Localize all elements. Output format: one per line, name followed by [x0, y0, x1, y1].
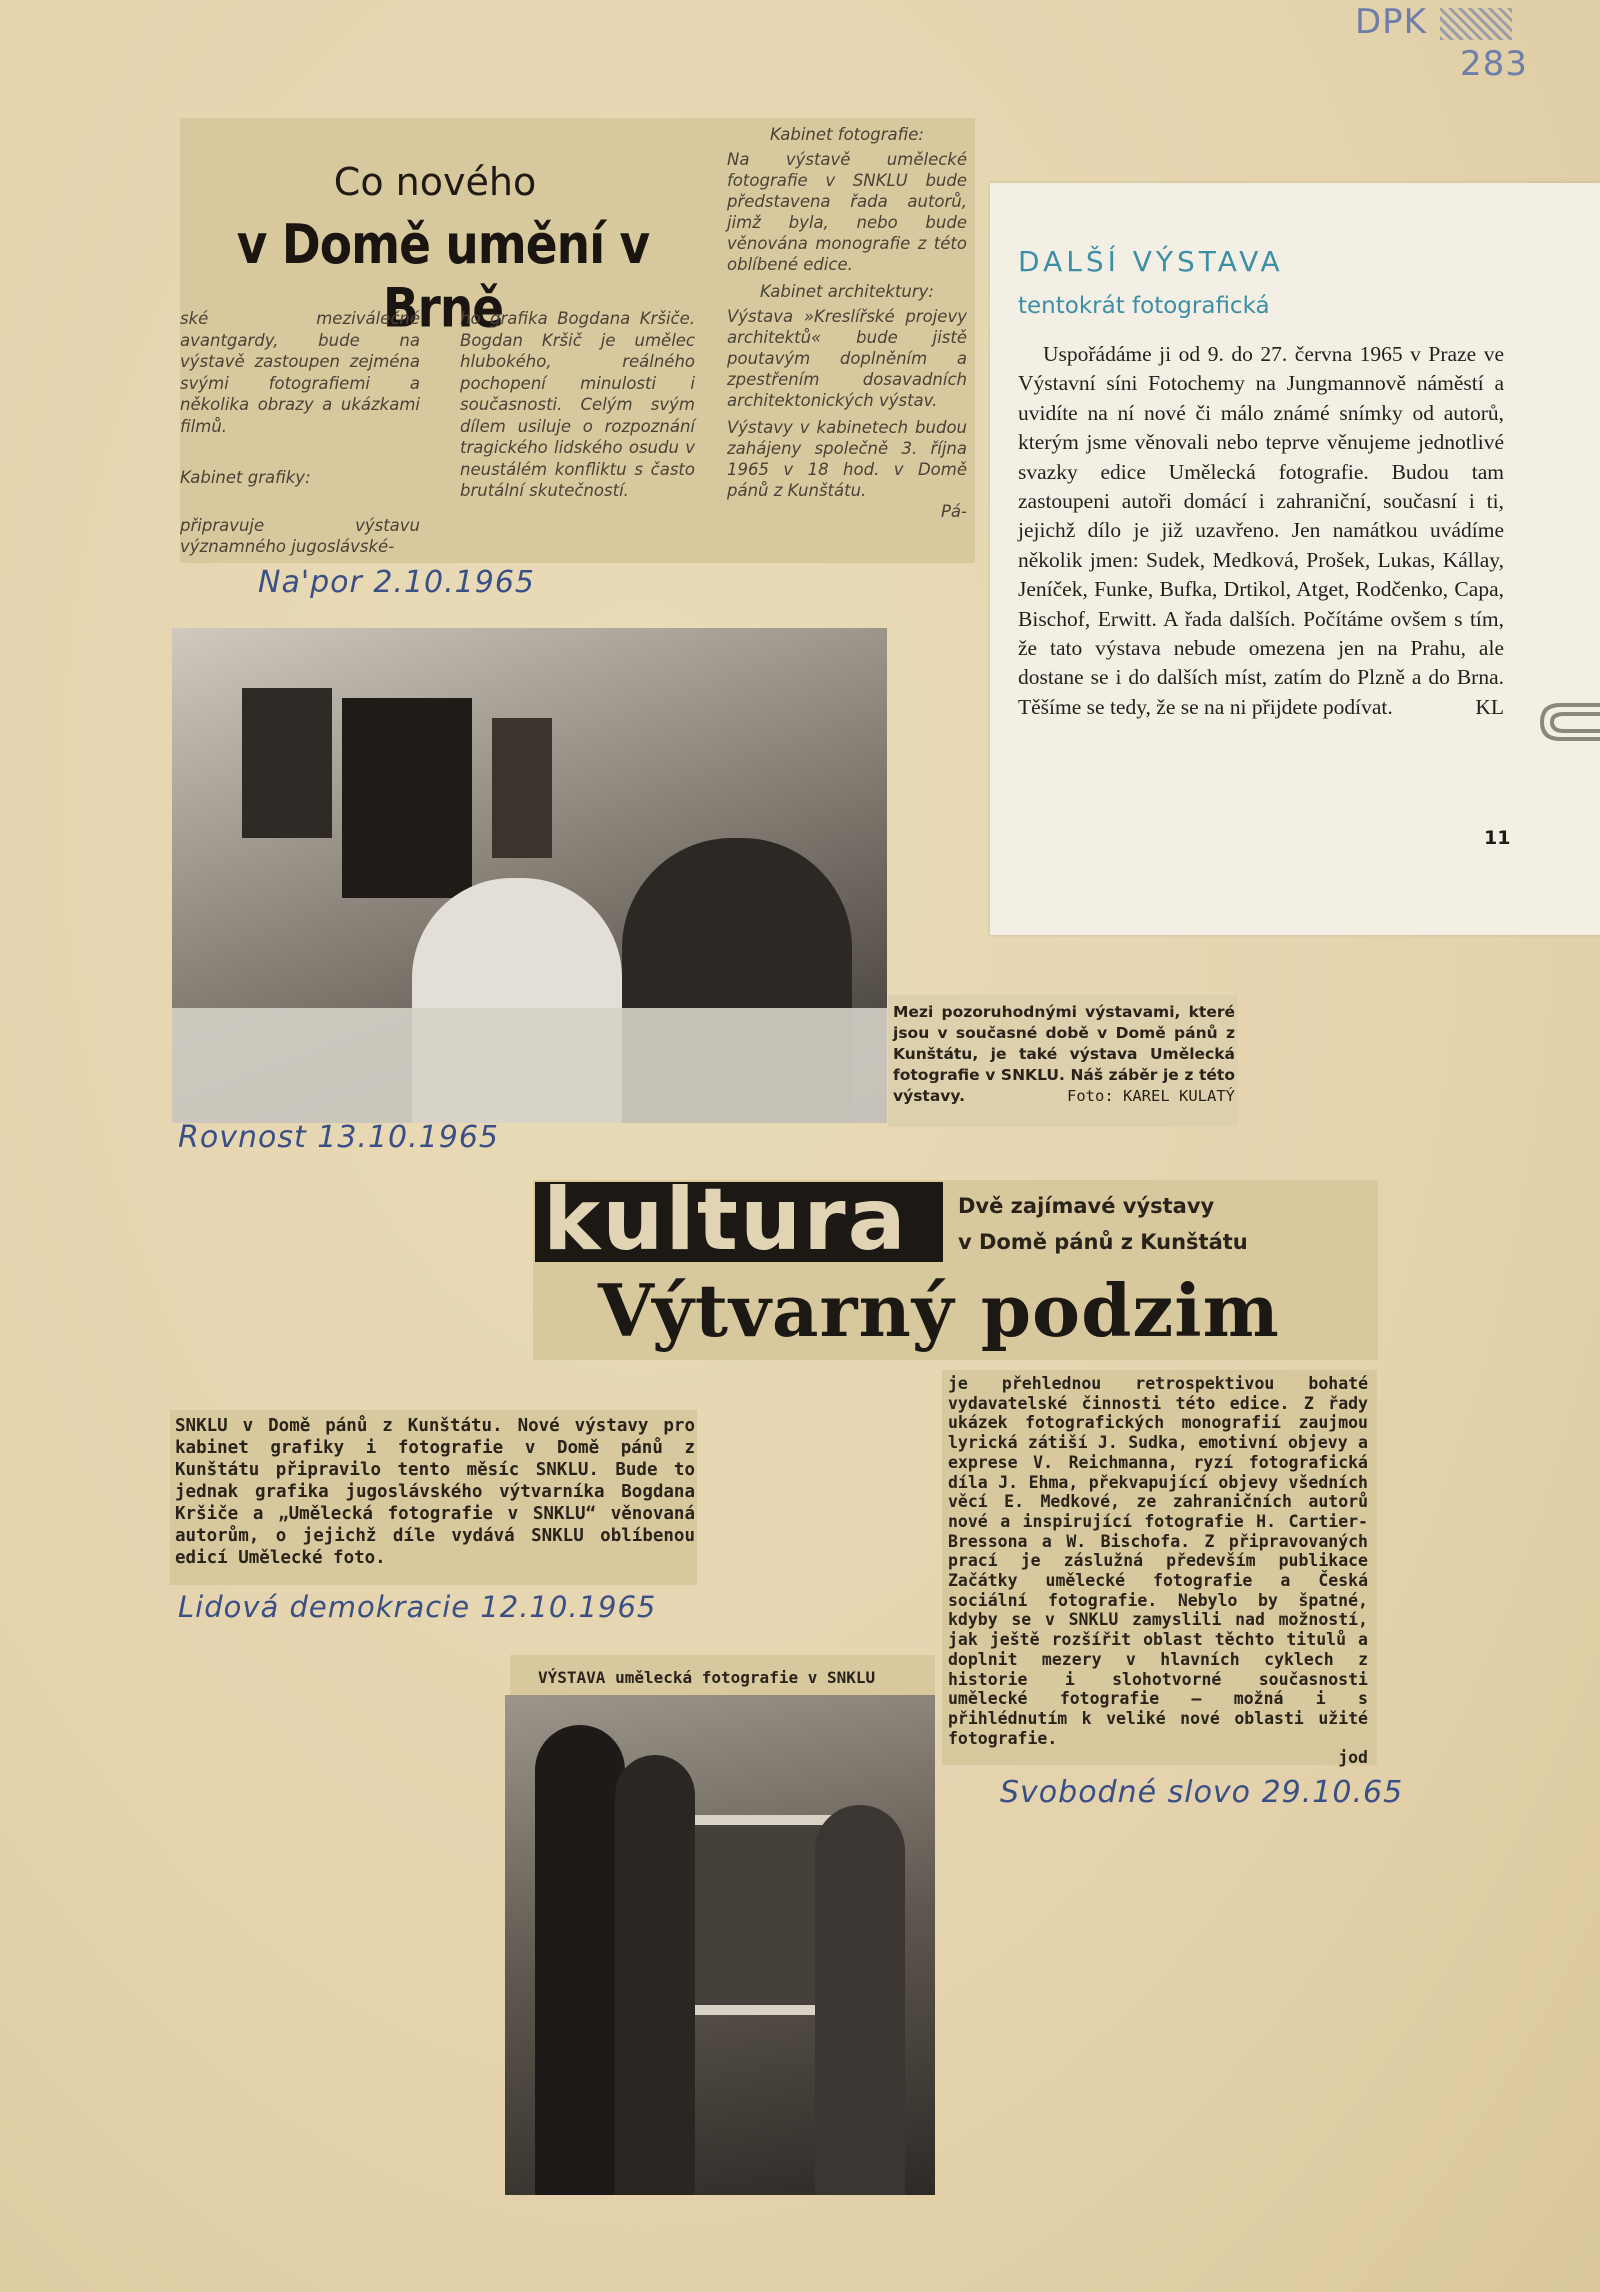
- clip1-source-note: Na'por 2.10.1965: [258, 565, 536, 600]
- clip1-column-2: [460, 308, 695, 502]
- clip1-column-1: [180, 308, 420, 558]
- clip4-body: [948, 1374, 1368, 1768]
- clip1-column-3: [727, 124, 967, 522]
- fotochema-signature: KL: [1475, 694, 1504, 719]
- clip4-photo-person-3: [815, 1805, 905, 2195]
- clip1-col3-section2: Kabinet architektury:: [760, 282, 934, 301]
- clip4-photo-person-2: [615, 1755, 695, 2195]
- clip3-body: [175, 1415, 695, 1569]
- clip1-heading-small: Co nového: [333, 160, 537, 204]
- clip4-photo-person-1: [535, 1725, 625, 2195]
- clip1-col3-text3: Výstavy v kabinetech budou zahájeny společně 3. října 1965 v 18 hod. v Domě pánů z Kunštátu.: [727, 418, 967, 500]
- clip4-photo-caption: VÝSTAVA umělecká fotografie v SNKLU: [538, 1668, 876, 1687]
- clip2-photo: [172, 628, 887, 1123]
- clip1-heading-big: v Domě umění v Brně: [236, 213, 650, 341]
- clip2-photo-wall-panel-2: [342, 698, 472, 898]
- clip4-photo: [505, 1695, 935, 2195]
- fotochema-title: DALŠÍ VÝSTAVA: [1018, 245, 1284, 278]
- fotochema-subtitle: tentokrát fotografická: [1018, 293, 1270, 319]
- clip1-col3-section1: Kabinet fotografie:: [770, 125, 924, 144]
- clip3-source-note: Lidová demokracie 12.10.1965: [178, 1590, 657, 1624]
- clip4-signature: jod: [1338, 1748, 1368, 1768]
- archive-page-number: 283: [1460, 44, 1528, 84]
- fotochema-body: [1018, 340, 1504, 722]
- clip1-col3-text1: Na výstavě umělecké fotografie v SNKLU bude představena řada autorů, jimž byla, nebo bude věnována monografie z této oblíbené edice.: [727, 150, 967, 274]
- clip1-col1-tail: připravuje výstavu významného jugoslávské-: [180, 515, 420, 556]
- clip4-kicker-line2: v Domě pánů z Kunštátu: [958, 1230, 1248, 1254]
- clip4-body-text: je přehlednou retrospektivou bohaté vydavatelské činnosti této edice. Z řady ukázek fotografických monografií zaujmou lyrická zátiší J. Sudka, emotivní objevy a exprese V. Reichmanna, ryzí fotografická díla J. Ehma, překvapující objevy všedních věcí E. Medkové, ze zahraničních autorů nové a inspirující fotografie H. Cartier-Bressona a W. Bischofa. Z připravovaných prací je záslužná především publikace Začátky umělecké fotografie a Česká sociální fotografie. Nebylo by špatné, kdyby se v SNKLU zamyslili nad možností, jak ještě rozšířit oblast těchto titulů a doplnit mezery v hlavních cyklech z historie i slohotvorné současnosti umělecké fotografie — možná i s přihlédnutím k veliké nové oblasti užité fotografie.: [948, 1374, 1368, 1748]
- clip2-photo-table: [172, 1008, 887, 1123]
- clip2-credit: Foto: KAREL KULATÝ: [1067, 1087, 1235, 1105]
- archive-code-scribble: [1440, 8, 1512, 40]
- clip2-photo-wall-panel-3: [492, 718, 552, 858]
- clip2-caption: [893, 1002, 1235, 1107]
- clip1-col3-sign: Pá-: [940, 502, 967, 521]
- clip2-caption-text: Mezi pozoruhodnými výstavami, které jsou v současné době v Domě pánů z Kunštátu, je také výstava Umělecká fotografie v SNKLU. Náš záběr je z této výstavy.: [893, 1003, 1235, 1105]
- kultura-masthead-text: kultura: [543, 1170, 908, 1270]
- clip2-source-note: Rovnost 13.10.1965: [178, 1120, 500, 1155]
- fotochema-page-number: 11: [1484, 827, 1511, 849]
- clipping-dalsi-vystava: [990, 183, 1600, 935]
- clip3-lead: SNKLU v Domě pánů z Kunštátu.: [175, 1416, 503, 1436]
- clip4-headline: Výtvarný podzim: [598, 1268, 1280, 1353]
- archive-code: DPK: [1355, 2, 1427, 42]
- clip1-col1-section: Kabinet grafiky:: [180, 468, 311, 487]
- fotochema-body-text: Uspořádáme ji od 9. do 27. června 1965 v Praze ve Výstavní síni Fotochemy na Jungmannově náměstí a uvidíte na ní nové či málo známé snímky od autorů, kterým jsme věnovali nebo teprve věnujeme jednotlivé svazky edice Umělecká fotografie. Budou tam zastoupeni autoři domácí i zahraniční, současní i ti, jejichž dílo je již uzavřeno. Jen namátkou uvádíme několik jmen: Sudek, Medková, Prošek, Lukas, Kállay, Jeníček, Funke, Bufka, Drtikol, Atget, Rodčenko, Capa, Bischof, Erwitt. A řada dalších. Počítáme ovšem s tím, že tato výstava nebude omezena jen na Prahu, ale dostane se i do dalších míst, zatím do Plzně a do Brna. Těšíme se tedy, že se na ni přijdete podívat.: [1018, 342, 1504, 719]
- clip1-col3-text2: Výstava »Kreslířské projevy architektů« bude jistě poutavým doplněním a zpestřením dosavadních architektonických výstav.: [727, 307, 967, 410]
- paper-clip-icon: [1530, 690, 1600, 770]
- clip1-col1-text: ské meziválečné avantgardy, bude na výstavě zastoupen zejména svými fotografiemi a několika obrazy a ukázkami filmů.: [180, 309, 420, 436]
- clip4-source-note: Svobodné slovo 29.10.65: [1000, 1775, 1404, 1810]
- clip1-col2-text: ho grafika Bogdana Kršiče. Bogdan Kršič je umělec hlubokého, reálného pochopení minulosti i současnosti. Celým svým dílem usiluje o rozpoznání tragického lidského osudu v neustálém konfliktu s často brutální skutečností.: [460, 309, 695, 500]
- kultura-masthead: [535, 1170, 943, 1270]
- clip4-kicker: [958, 1188, 1248, 1260]
- clip4-kicker-line1: Dvě zajímavé výstavy: [958, 1194, 1215, 1218]
- clip3-body-text: Nové výstavy pro kabinet grafiky i fotografie v Domě pánů z Kunštátu připravilo tento měsíc SNKLU. Bude to jednak grafika jugoslávského výtvarníka Bogdana Kršiče a „Umělecká fotografie v SNKLU“ věnovaná autorům, o jejichž díle vydává SNKLU oblíbenou edicí Umělecké foto.: [175, 1416, 695, 1568]
- clip2-photo-wall-panel-1: [242, 688, 332, 838]
